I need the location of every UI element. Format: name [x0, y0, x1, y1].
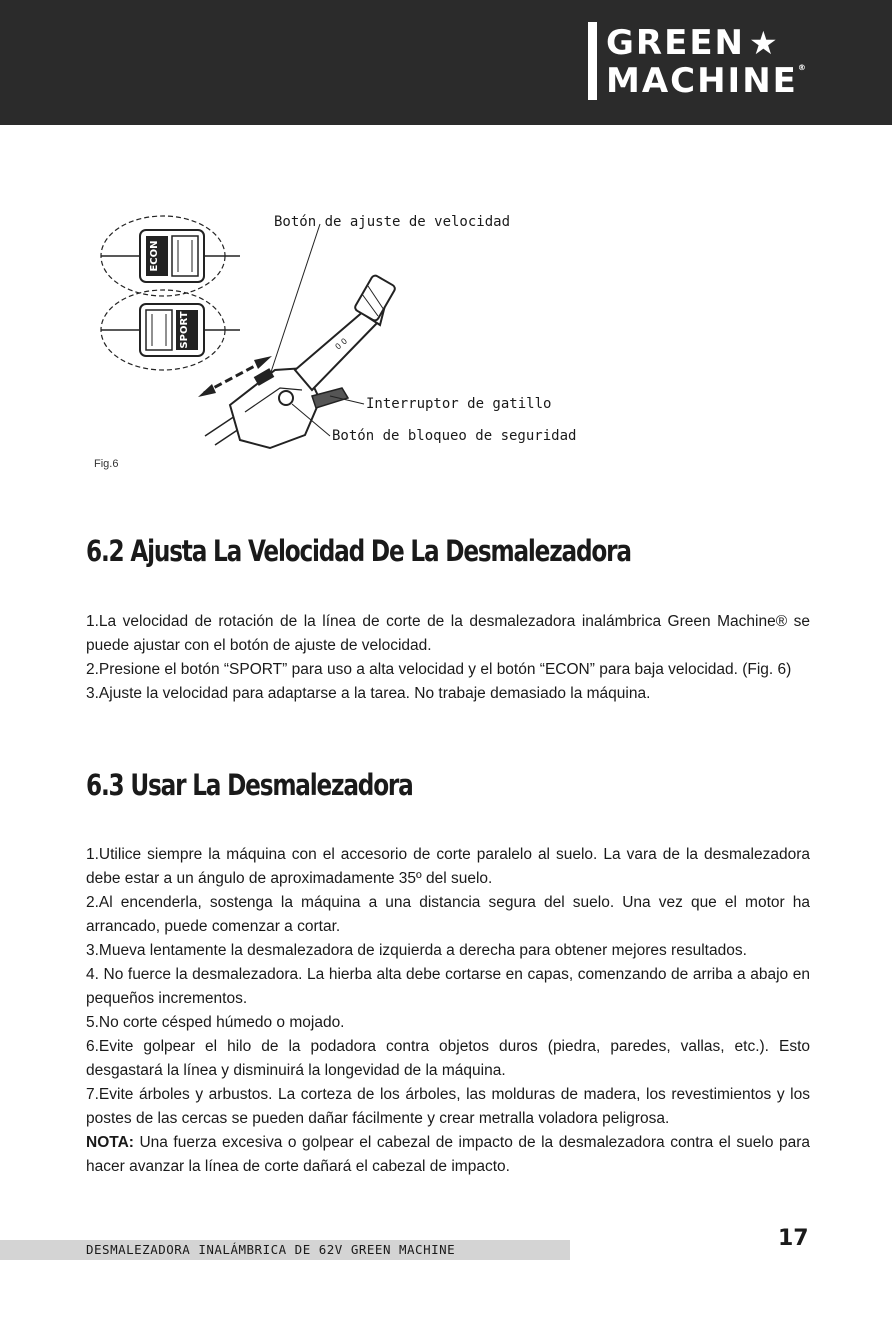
note-text: Una fuerza excesiva o golpear el cabezal de impacto de la desmalezadora contra el suelo para hacer avanzar la línea de corte dañará el cabezal de impacto. — [86, 1134, 810, 1175]
brand-word-machine: MACHINE — [606, 61, 798, 101]
svg-text:0 0: 0 0 — [333, 336, 350, 352]
list-item: 7.Evite árboles y arbustos. La corteza de los árboles, las molduras de madera, los revestimientos y los postes de las cercas se pueden dañar fácilmente y crear metralla voladora peligrosa. — [86, 1086, 810, 1127]
list-item: 5.No corte césped húmedo o mojado. — [86, 1014, 345, 1031]
list-item: 1.Utilice siempre la máquina con el accesorio de corte paralelo al suelo. La vara de la desmalezadora debe estar a un ángulo de aproximadamente 35º del suelo. — [86, 846, 810, 887]
brand-word-green: GREEN — [606, 23, 745, 63]
list-item: 3.Ajuste la velocidad para adaptarse a la tarea. No trabaje demasiado la máquina. — [86, 685, 651, 702]
callout-trigger-switch: Interruptor de gatillo — [366, 396, 552, 412]
figure-6 — [80, 200, 640, 490]
list-item: 4. No fuerce la desmalezadora. La hierba alta debe cortarse en capas, comenzando de arriba a abajo en pequeños incrementos. — [86, 966, 810, 1007]
star-icon: ★ — [749, 24, 780, 62]
callout-speed-button: Botón de ajuste de velocidad — [274, 214, 511, 230]
list-item: 3.Mueva lentamente la desmalezadora de izquierda a derecha para obtener mejores resultados. — [86, 942, 747, 959]
footer-title: DESMALEZADORA INALÁMBRICA DE 62V GREEN MACHINE — [86, 1242, 456, 1257]
page-number: 17 — [778, 1226, 809, 1251]
section-6-2-list — [86, 610, 810, 706]
list-item: 2.Presione el botón “SPORT” para uso a alta velocidad y el botón “ECON” para baja velocidad. (Fig. 6) — [86, 661, 792, 678]
econ-detail — [101, 216, 240, 296]
brand-logo — [588, 22, 818, 102]
sport-detail — [101, 290, 240, 370]
note-paragraph — [86, 1131, 810, 1179]
figure-caption: Fig.6 — [94, 458, 119, 470]
section-title-6-2: 6.2 Ajusta La Velocidad De La Desmalezadora — [86, 534, 631, 568]
econ-label: ECON — [149, 240, 160, 272]
registered-mark: ® — [797, 63, 806, 72]
sport-label: SPORT — [179, 311, 190, 349]
callout-safety-lock: Botón de bloqueo de seguridad — [332, 428, 577, 444]
section-title-6-3: 6.3 Usar La Desmalezadora — [86, 768, 413, 802]
list-item: 6.Evite golpear el hilo de la podadora contra objetos duros (piedra, paredes, vallas, etc.). Esto desgastará la línea y disminuirá la longevidad de la máquina. — [86, 1038, 810, 1079]
section-6-3-list — [86, 843, 810, 1179]
trimmer-handle-illustration — [80, 200, 640, 490]
list-item: 2.Al encenderla, sostenga la máquina a una distancia segura del suelo. Una vez que el motor ha arrancado, puede comenzar a cortar. — [86, 894, 810, 935]
page-header — [0, 0, 892, 125]
logo-bar — [588, 22, 597, 100]
list-item: 1.La velocidad de rotación de la línea de corte de la desmalezadora inalámbrica Green Machine® se puede ajustar con el botón de ajuste de velocidad. — [86, 613, 810, 654]
note-label: NOTA: — [86, 1134, 134, 1151]
